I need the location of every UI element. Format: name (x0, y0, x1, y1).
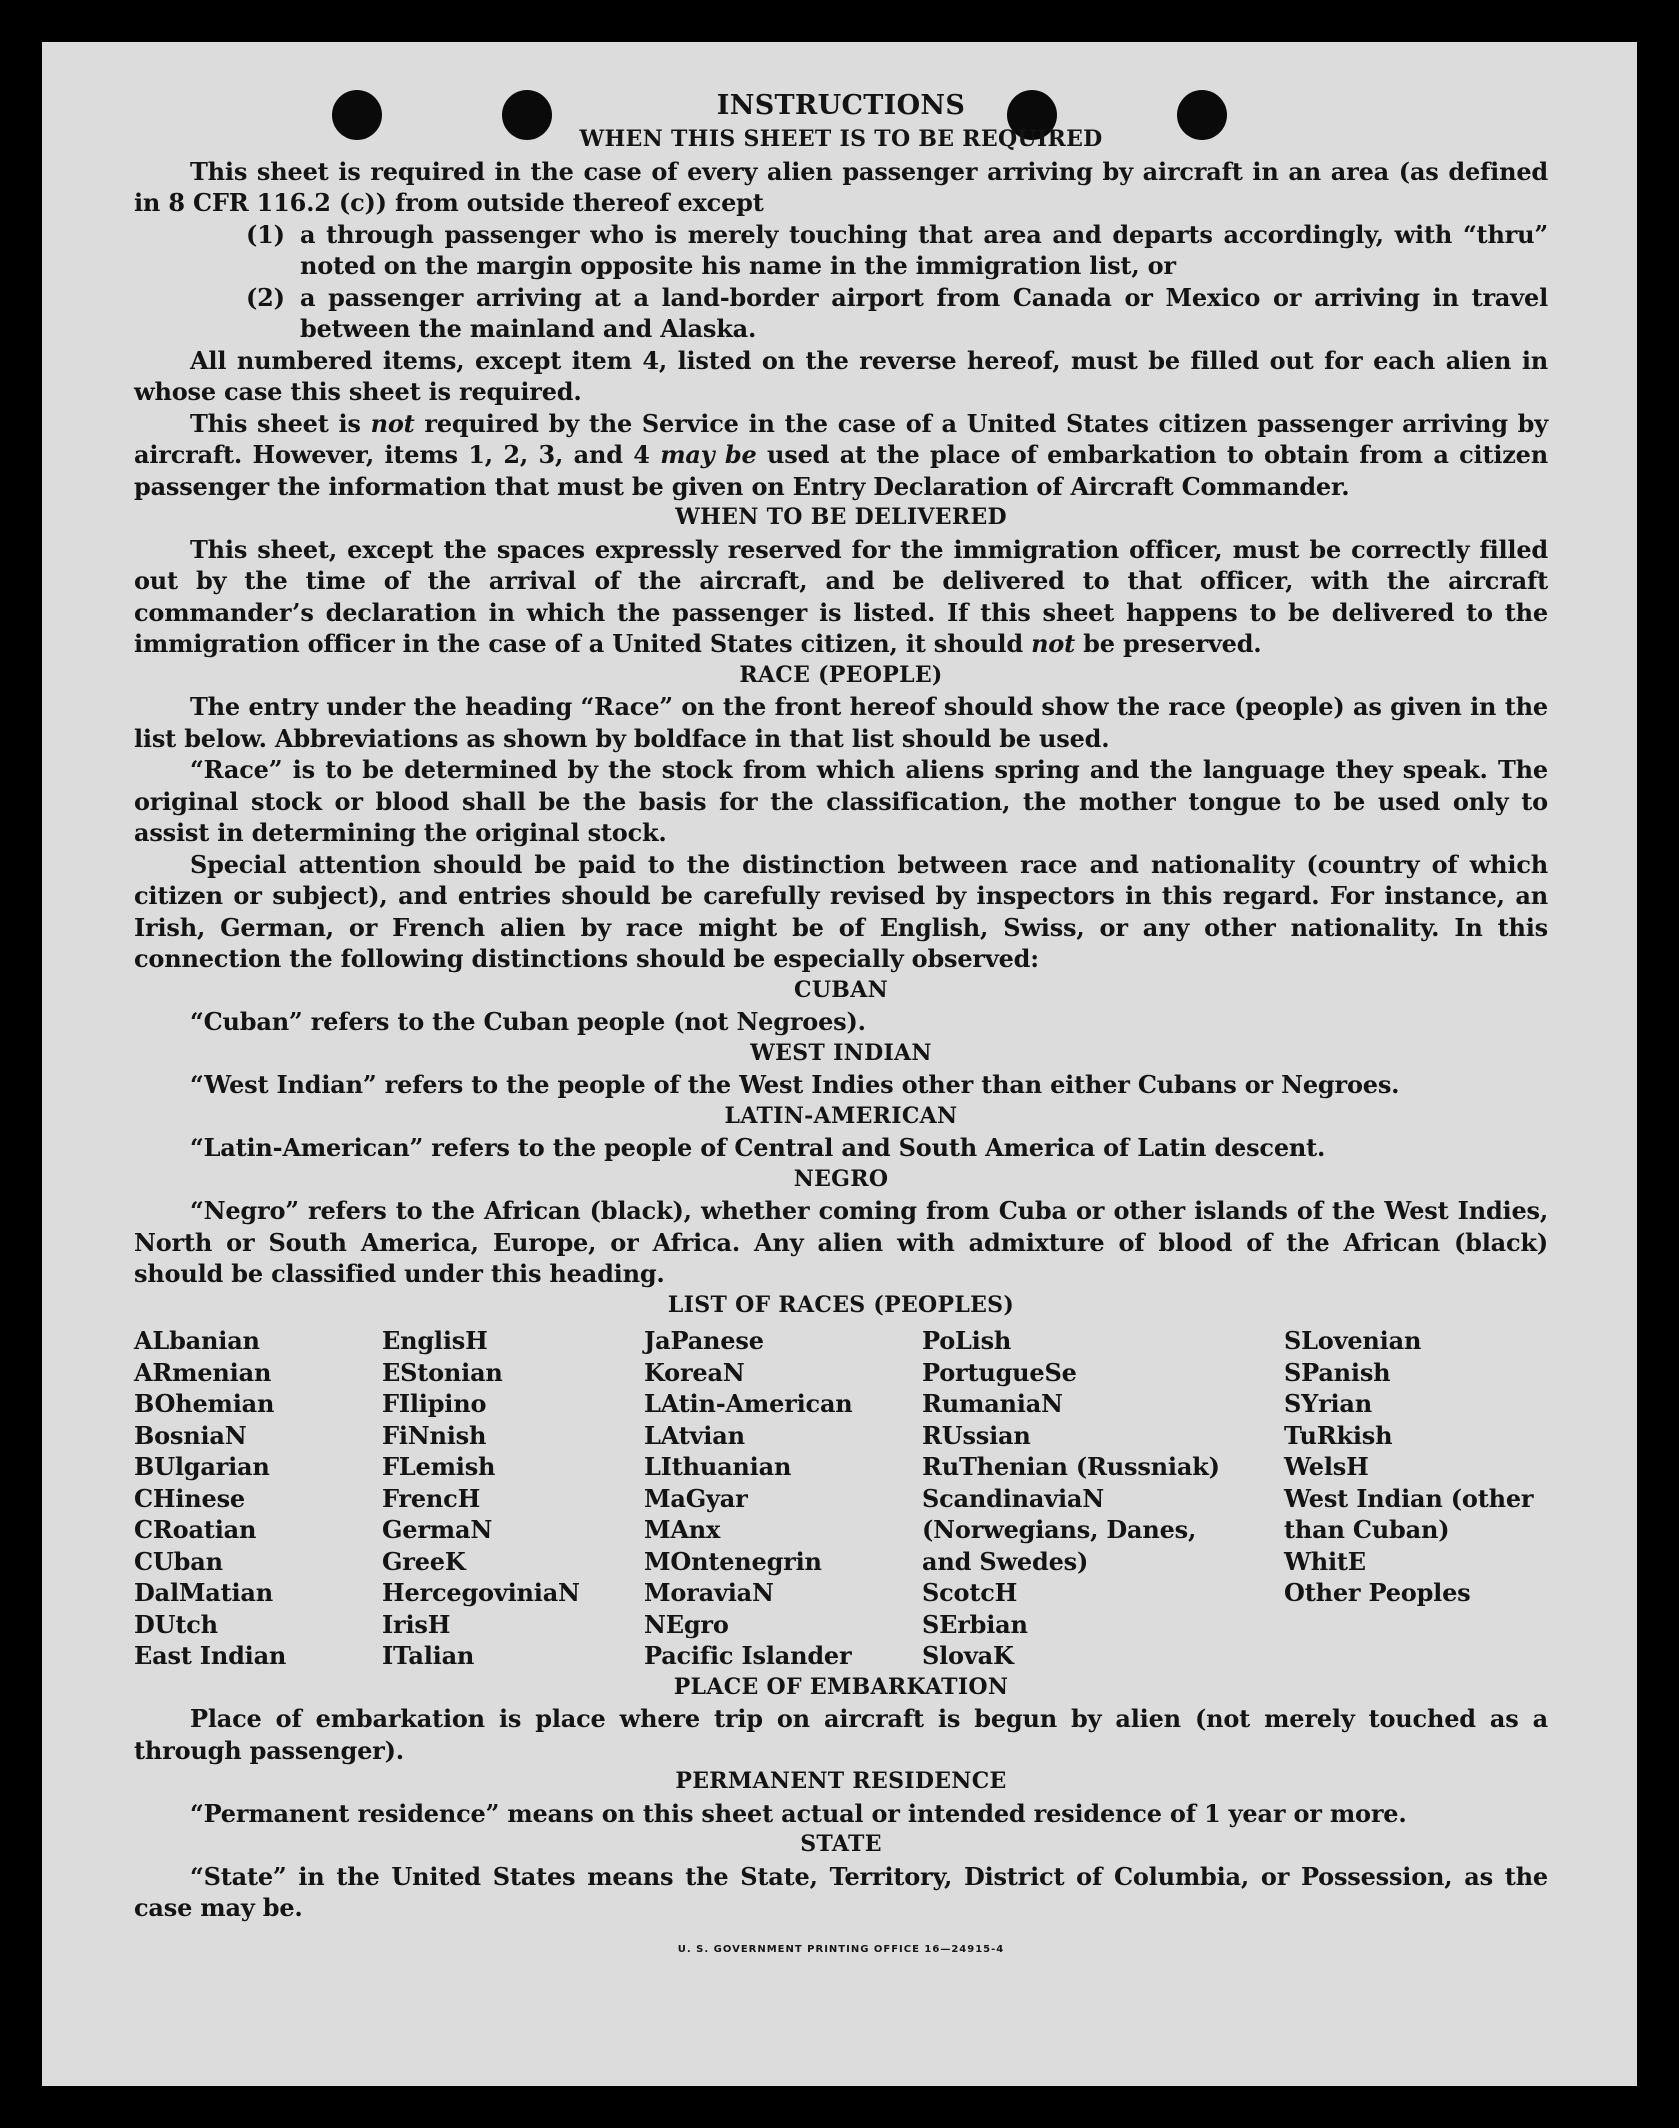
race-column (382, 1325, 644, 1672)
race-item: ScotcH (922, 1578, 1018, 1607)
race-item: HercegoviniaN (382, 1578, 580, 1607)
paragraph: “State” in the United States means the State, Territory, District of Columbia, or Possession, as the case may be. (134, 1861, 1548, 1922)
race-item: East Indian (134, 1641, 287, 1670)
race-item: TuRkish (1284, 1420, 1393, 1450)
race-item: LIthuanian (644, 1452, 792, 1481)
race-item: BUlgarian (134, 1452, 270, 1481)
race-item: SYrian (1284, 1389, 1373, 1418)
race-item: ScandinaviaN (Norwegians, Danes, and Swedes) (922, 1483, 1197, 1576)
race-item: BOhemian (134, 1389, 275, 1418)
race-item: WhitE (1284, 1546, 1366, 1576)
paragraph: This sheet is not required by the Service in the case of a United States citizen passenger arriving by aircraft. However, items 1, 2, 3, and 4 may be used at the place of embarkation to obtain from a citizen passenger the information that must be given on Entry Declaration of Aircraft Commander. (134, 408, 1548, 501)
race-item: KoreaN (644, 1357, 745, 1387)
paragraph: “Latin-American” refers to the people of Central and South America of Latin descent. (190, 1133, 1326, 1162)
race-item: JaPanese (644, 1326, 764, 1355)
race-item: CHinese (134, 1483, 245, 1513)
list-item: (1) a through passenger who is merely touching that area and departs accordingly, with “thru” noted on the margin opposite his name in the immigration list, or (246, 219, 1548, 280)
race-list (134, 1325, 1548, 1672)
race-item: SlovaK (922, 1641, 1014, 1670)
race-item: LAtvian (644, 1420, 745, 1450)
race-item: SLovenian (1284, 1326, 1422, 1355)
race-item: RuThenian (Russniak) (922, 1452, 1220, 1481)
paragraph: Place of embarkation is place where trip on aircraft is begun by alien (not merely touched as a through passenger). (134, 1704, 1548, 1765)
race-item: FIlipino (382, 1389, 487, 1418)
document-sheet (42, 42, 1637, 2086)
race-column (922, 1325, 1252, 1672)
race-item: EStonian (382, 1357, 503, 1387)
paragraph: This sheet is required in the case of every alien passenger arriving by aircraft in an area (as defined in 8 CFR 116.2 (c)) from outside thereof except (134, 156, 1548, 217)
race-item: LAtin-American (644, 1389, 853, 1418)
race-item: RumaniaN (922, 1389, 1063, 1418)
race-item: DUtch (134, 1609, 218, 1639)
paragraph: “Permanent residence” means on this sheet actual or intended residence of 1 year or more. (190, 1798, 1407, 1828)
race-item: FiNnish (382, 1420, 487, 1450)
list-item: (2) a passenger arriving at a land-border airport from Canada or Mexico or arriving in travel between the mainland and Alaska. (246, 282, 1548, 343)
race-column (644, 1325, 922, 1672)
race-item: RUssian (922, 1420, 1031, 1450)
paragraph: “Cuban” refers to the Cuban people (not Negroes). (190, 1007, 866, 1036)
paragraph: Special attention should be paid to the distinction between race and nationality (country of which citizen or subject), and entries should be carefully revised by inspectors in this regard. For instance, an Irish, German, or French alien by race might be of English, Swiss, or any other nationality. In this connection the following distinctions should be especially observed: (134, 849, 1548, 973)
instructions-content (134, 88, 1548, 1965)
section-heading: LIST OF RACES (PEOPLES) (667, 1291, 1015, 1318)
section-heading: PLACE OF EMBARKATION (673, 1673, 1009, 1700)
section-heading: WHEN THIS SHEET IS TO BE REQUIRED (579, 126, 1103, 152)
race-item: Pacific Islander (644, 1641, 852, 1670)
race-item: MaGyar (644, 1483, 748, 1513)
race-item: West Indian (other than Cuban) (1284, 1483, 1534, 1544)
race-item: BosniaN (134, 1420, 247, 1450)
section-heading: WHEN TO BE DELIVERED (675, 504, 1007, 530)
race-item: WelsH (1284, 1452, 1369, 1481)
section-heading: LATIN-AMERICAN (724, 1102, 958, 1129)
section-heading: NEGRO (793, 1165, 889, 1192)
section-heading: CUBAN (794, 976, 888, 1003)
race-item: ALbanian (134, 1326, 260, 1355)
race-item: ITalian (382, 1641, 475, 1670)
race-column (1284, 1325, 1548, 1672)
page-title: INSTRUCTIONS (716, 90, 966, 121)
race-item: FLemish (382, 1452, 496, 1481)
paragraph: “Negro” refers to the African (black), whether coming from Cuba or other islands of the West Indies, North or South America, Europe, or Africa. Any alien with admixture of blood of the African (black) should be classified under this heading. (134, 1196, 1548, 1288)
race-item: PoLish (922, 1326, 1012, 1355)
paragraph: “Race” is to be determined by the stock from which aliens spring and the language they speak. The original stock or blood shall be the basis for the classification, the mother tongue to be used only to assist in determining the original stock. (134, 755, 1548, 847)
section-heading: STATE (800, 1831, 882, 1857)
printer-imprint: U. S. GOVERNMENT PRINTING OFFICE 16—24915-4 (677, 1943, 1005, 1955)
race-item: PortugueSe (922, 1357, 1077, 1387)
race-item: CUban (134, 1546, 223, 1576)
race-item: GreeK (382, 1546, 466, 1576)
paragraph: “West Indian” refers to the people of the West Indies other than either Cubans or Negroes. (190, 1070, 1400, 1099)
section-heading: WEST INDIAN (750, 1039, 932, 1066)
paragraph: The entry under the heading “Race” on the front hereof should show the race (people) as given in the list below. Abbreviations as shown by boldface in that list should be used. (134, 692, 1548, 753)
race-item: EnglisH (382, 1326, 488, 1355)
race-item: DalMatian (134, 1578, 274, 1607)
race-item: NEgro (644, 1609, 729, 1639)
race-column (134, 1325, 382, 1672)
paragraph: All numbered items, except item 4, listed on the reverse hereof, must be filled out for each alien in whose case this sheet is required. (134, 345, 1548, 406)
race-item: SPanish (1284, 1357, 1391, 1387)
race-item: MoraviaN (644, 1578, 774, 1607)
race-item: MAnx (644, 1515, 721, 1544)
race-item: CRoatian (134, 1515, 257, 1544)
race-item: MOntenegrin (644, 1546, 822, 1576)
section-heading: PERMANENT RESIDENCE (675, 1768, 1007, 1794)
race-item: GermaN (382, 1515, 493, 1544)
race-item: IrisH (382, 1609, 451, 1639)
race-item: SErbian (922, 1609, 1028, 1639)
race-item: ARmenian (134, 1357, 272, 1387)
race-item: Other Peoples (1284, 1578, 1471, 1607)
paragraph: This sheet, except the spaces expressly reserved for the immigration officer, must be correctly filled out by the time of the arrival of the aircraft, and be delivered to that officer, with the aircraft commander’s declaration in which the passenger is listed. If this sheet happens to be delivered to the immigration officer in the case of a United States citizen, it should not be preserved. (134, 534, 1548, 658)
section-heading: RACE (PEOPLE) (739, 661, 943, 688)
race-item: FrencH (382, 1483, 481, 1513)
